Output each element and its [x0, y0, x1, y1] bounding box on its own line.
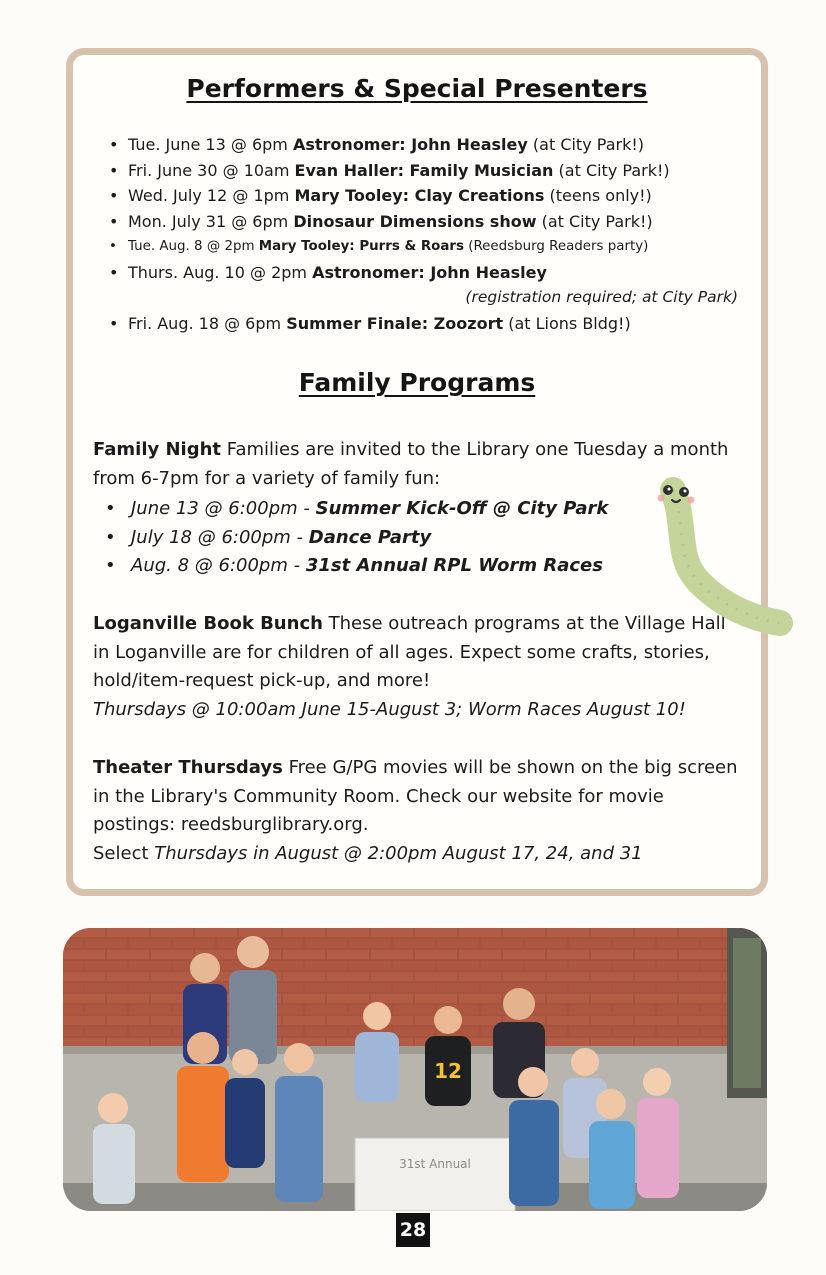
- svg-text:31st Annual: 31st Annual: [399, 1157, 471, 1171]
- performer-item: • Thurs. Aug. 10 @ 2pm Astronomer: John Heasley (registration required; at City Park): [106, 260, 756, 311]
- theater-text: Free G/PG movies will be shown on the big screen in the Library's Community Room. Check our website for movie postings: reedsburglibrary.org.: [93, 757, 738, 835]
- page-number: 28: [396, 1213, 430, 1247]
- performers-list: [106, 132, 756, 336]
- book-bunch-text: These outreach programs at the Village Hall in Loganville are for children of all ages. Expect some crafts, stories, hold/item-request pick-up, and more!: [93, 613, 726, 691]
- performers-heading: Performers & Special Presenters: [186, 74, 648, 103]
- registration-note: (registration required; at City Park): [465, 288, 738, 306]
- family-night-event: • Aug. 8 @ 6:00pm - 31st Annual RPL Worm Races: [93, 552, 743, 581]
- theater-select-prefix: Select: [93, 842, 149, 864]
- performer-item: • Tue. June 13 @ 6pm Astronomer: John Heasley (at City Park!): [106, 132, 756, 158]
- book-bunch-label: Loganville Book Bunch: [93, 613, 323, 634]
- theater-block: [93, 754, 743, 868]
- family-night-label: Family Night: [93, 439, 222, 460]
- performer-item: • Mon. July 31 @ 6pm Dinosaur Dimensions show (at City Park!): [106, 209, 756, 235]
- book-bunch-schedule: Thursdays @ 10:00am June 15-August 3; Worm Races August 10!: [93, 698, 686, 720]
- performer-item: • Tue. Aug. 8 @ 2pm Mary Tooley: Purrs & Roars (Reedsburg Readers party): [106, 234, 756, 260]
- performer-item: • Fri. June 30 @ 10am Evan Haller: Family Musician (at City Park!): [106, 158, 756, 184]
- sign: [355, 1138, 515, 1211]
- svg-text:12: 12: [434, 1059, 462, 1083]
- group-photo: [63, 928, 767, 1211]
- family-night-event: • July 18 @ 6:00pm - Dance Party: [93, 524, 743, 553]
- theater-schedule: Thursdays in August @ 2:00pm August 17, 24, and 31: [154, 842, 643, 864]
- photo-illustration: [63, 928, 767, 1211]
- family-night-event: • June 13 @ 6:00pm - Summer Kick-Off @ City Park: [93, 495, 743, 524]
- theater-label: Theater Thursdays: [93, 757, 283, 778]
- worm-illustration: [645, 468, 795, 648]
- family-night-text: Families are invited to the Library one Tuesday a month from 6-7pm for a variety of family fun:: [93, 439, 729, 489]
- performer-item: • Fri. Aug. 18 @ 6pm Summer Finale: Zoozort (at Lions Bldg!): [106, 311, 756, 337]
- performer-item: • Wed. July 12 @ 1pm Mary Tooley: Clay Creations (teens only!): [106, 183, 756, 209]
- family-programs-heading: Family Programs: [298, 368, 536, 397]
